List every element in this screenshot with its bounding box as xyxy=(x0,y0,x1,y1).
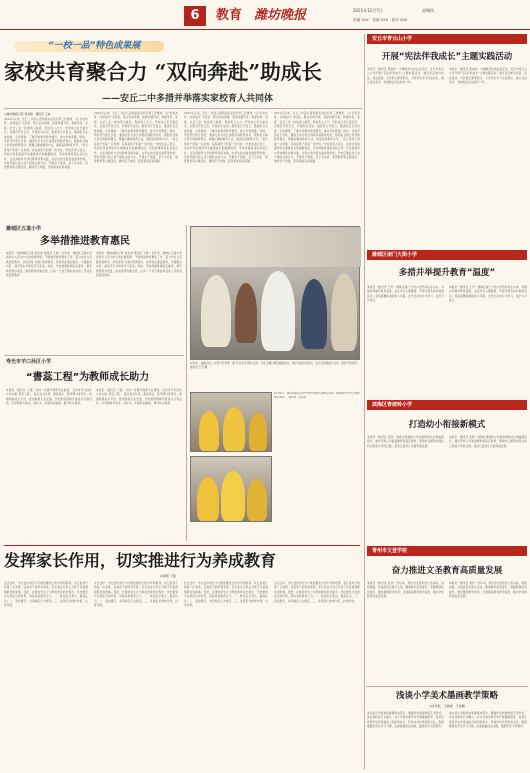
article-a-school: 潍城区五道小学 xyxy=(6,226,42,232)
bottom-body-col4: 在生活中，学生良好的行为习惯需要家长的引导和培养。家长是孩子的第一任老师，也是孩子的终身老师，家长的言行举止对孩子有着潜移默化的影响。因此，在推进学生行为养成教育的过程中，学校要充分发挥家长的作用，形成家校教育合力。一、转变家长观念，提高认识。二、家校携手，共同制定行为规范。三、发挥家长榜样作用，以身作则。 xyxy=(274,582,360,603)
lead-subtitle: ——安丘二中多措并举落实家校育人共同体 xyxy=(102,94,274,104)
page-number: 6 xyxy=(190,8,200,23)
sidebar-body-3b: 本报讯（通讯员 张明）滨海区青坡岭小学积极探索幼小衔接新模式，通过开展入学准备教育和适应教育，帮助幼儿顺利实现从幼儿园到小学的过渡，促进儿童身心全面和谐发展。 xyxy=(449,436,527,448)
news-photo-small-2 xyxy=(190,456,272,522)
news-photo-large xyxy=(190,226,360,360)
bottom-byline: ◎刘明 丁强 xyxy=(160,574,176,578)
sidebar-body-3a: 本报讯（通讯员 张明）滨海区青坡岭小学积极探索幼小衔接新模式，通过开展入学准备教育和适应教育，帮助幼儿顺利实现从幼儿园到小学的过渡，促进儿童身心全面和谐发展。 xyxy=(367,436,444,448)
sidebar-title-4: 奋力推进文圣教育高质量发展 xyxy=(391,566,503,576)
column-body-b: 美术是小学教育的重要组成部分，墨画作为我国传统艺术形式，具有独特的艺术魅力。在小学美术教学中开展墨画教学，有利于培养学生的审美能力和创造能力，传承中华优秀传统文化。教师要激发学生学习兴趣，注重基础技法训练，鼓励学生大胆创作。 xyxy=(449,712,527,729)
large-photo-caption: 9月5日，潍坊昌乐二中举行开学第一课“安全从家开始”活动，学生们通过情景剧的形式，展示家庭安全知识，家长们积极参与互动，现场气氛热烈。 通讯员 王芳 摄 xyxy=(190,362,361,370)
sidebar-tag-2: 潍城区南门大街小学 xyxy=(367,250,527,260)
sidebar-title-1: 开展“宪法伴我成长”主题实践活动 xyxy=(381,52,513,62)
sidebar-title-3: 打造幼小衔接新模式 xyxy=(408,420,486,430)
middle-photo-caption: 12月2日，潍坊高新区北海学校开展家长进课堂活动，邀请家长为学生讲授职业知识。 通讯员 王丽 摄 xyxy=(274,392,360,400)
lead-title: 家校共育聚合力 “双向奔赴”助成长 xyxy=(4,60,322,84)
date: 2021年12月7日 xyxy=(353,8,383,13)
sidebar-body-1a: 本报讯（通讯员 陈丽华）为增强学生的法治意识，安丘市青云山小学开展“宪法伴我成长”主题实践活动，通过宪法知识讲座、宪法晨读、手抄报比赛等形式，引导学生学习宪法知识，树立宪法意识，争做知法守法的好少年。 xyxy=(367,68,444,85)
sidebar-tag-3: 滨海区青坡岭小学 xyxy=(367,400,527,410)
article-a-body-col2: 本报讯（潍坊晚报记者 刘兆晨 通讯员 王晓）近年来，潍城区五道小学坚持以人民为中心的发展思想，不断推进教育惠民工作，着力办好人民满意的教育。学校深化“双减”政策落实，持续优化课后服务，丰富服务内容，满足学生多样化学习需求。同时，学校加强教师队伍建设，提升教育教学质量，推动教育均衡发展，让每一个孩子都能享受到公平而有质量的教育。 xyxy=(96,252,182,278)
sidebar-body-4a: 本报讯（通讯员 刘洋）近年来，青州市文登学校立足实际，创新思路，以高质量发展为主线，聚焦教学质量提升，加强教师队伍建设，推进课堂教学改革，全面提高教育教学质量，推动学校教育高质量发展。 xyxy=(367,582,444,599)
article-a-title: 多举措推进教育惠民 xyxy=(40,236,130,247)
article-b-school: 寿光市羊口孙区小学 xyxy=(6,359,52,365)
bottom-title: 发挥家长作用，切实推进行为养成教育 xyxy=(4,551,277,570)
article-b-title: “書蕊工程”为教师成长助力 xyxy=(26,372,150,383)
bottom-body-col3: 在生活中，学生良好的行为习惯需要家长的引导和培养。家长是孩子的第一任老师，也是孩子的终身老师，家长的言行举止对孩子有着潜移默化的影响。因此，在推进学生行为养成教育的过程中，学校要充分发挥家长的作用，形成家校教育合力。一、转变家长观念，提高认识。二、家校携手，共同制定行为规范。三、发挥家长榜样作用，以身作则。 xyxy=(184,582,268,608)
section-name: 教育 xyxy=(216,8,243,23)
news-photo-small-1 xyxy=(190,392,272,452)
column-byline: ◎任雪松 王晓丽 王金楠 xyxy=(429,704,465,708)
column-body-a: 美术是小学教育的重要组成部分，墨画作为我国传统艺术形式，具有独特的艺术魅力。在小学美术教学中开展墨画教学，有利于培养学生的审美能力和创造能力，传承中华优秀传统文化。教师要激发学生学习兴趣，注重基础技法训练，鼓励学生大胆创作。 xyxy=(367,712,444,729)
sidebar-body-2a: 本报讯（通讯员 王芳）潍城区南门大街小学坚持以生为本，多措并举提升教育温度，关注学生心理健康，开展丰富多彩的校园活动，营造温馨和谐的育人环境，让学生在快乐中学习，在学习中成长。 xyxy=(367,286,444,303)
article-b-body-col1: 本报讯（通讯员 丁强）为进一步提升教师专业素养，寿光市羊口孙区小学实施“書蕊工程”，通过读书分享、课堂展示、教学研讨等形式，搭建教师成长平台，促进教师专业发展。学校组织教师开展读书分享活动，引导教师多读书、读好书，丰富知识储备，提升综合素养。 xyxy=(6,389,92,406)
article-b-body-col2: 本报讯（通讯员 丁强）为进一步提升教师专业素养，寿光市羊口孙区小学实施“書蕊工程”，通过读书分享、课堂展示、教学研讨等形式，搭建教师成长平台，促进教师专业发展。学校组织教师开展读书分享活动，引导教师多读书、读好书，丰富知识储备，提升综合素养。 xyxy=(96,389,182,406)
lead-body-col2: 2021年以来，安丘二中深入贯彻落实家校共育工作要求，以“家校共育、共同成长”为目标，整合家校资源，搭建沟通平台，构建学校、家庭、社会三位一体的育人格局，形成育人合力。学校成立家长委员会，定期召开家长会，开展家访活动，组织家长开放日，邀请家长走进校园、走进课堂，了解学校教育教学情况，参与学校管理。同时，学校开设家长学校，邀请专家为家长讲授家庭教育知识，帮助家长树立科学的教育理念，掌握正确的教育方法，提高家庭教育水平。“家长是孩子的第一任老师，家庭是孩子的第一所学校。”学校负责人表示，家校共育是促进学生健康成长的重要途径，学校将继续深化家校合作，让家庭教育与学校教育同频共振，为学生的全面发展保驾护航。学校还通过线上线下相结合的方式，开展亲子阅读、亲子运动会、感恩教育等主题活动，增进亲子沟通，营造和谐家庭氛围。 xyxy=(94,112,178,164)
sidebar-tag-1: 安丘市青云山小学 xyxy=(367,34,527,44)
sidebar-body-4b: 本报讯（通讯员 刘洋）近年来，青州市文登学校立足实际，创新思路，以高质量发展为主线，聚焦教学质量提升，加强教师队伍建设，推进课堂教学改革，全面提高教育教学质量，推动学校教育高质量发展。 xyxy=(449,582,527,599)
masthead-rule xyxy=(0,29,530,30)
bottom-body-col2: 在生活中，学生良好的行为习惯需要家长的引导和培养。家长是孩子的第一任老师，也是孩子的终身老师，家长的言行举止对孩子有着潜移默化的影响。因此，在推进学生行为养成教育的过程中，学校要充分发挥家长的作用，形成家校教育合力。一、转变家长观念，提高认识。二、家校携手，共同制定行为规范。三、发挥家长榜样作用，以身作则。 xyxy=(94,582,178,608)
sidebar-tag-4: 青州市文登学校 xyxy=(367,546,527,556)
banner-text: “一校一品”特色成果展 xyxy=(47,41,141,51)
lead-body-col4: 2021年以来，安丘二中深入贯彻落实家校共育工作要求，以“家校共育、共同成长”为目标，整合家校资源，搭建沟通平台，构建学校、家庭、社会三位一体的育人格局，形成育人合力。学校成立家长委员会，定期召开家长会，开展家访活动，组织家长开放日，邀请家长走进校园、走进课堂，了解学校教育教学情况，参与学校管理。同时，学校开设家长学校，邀请专家为家长讲授家庭教育知识，帮助家长树立科学的教育理念，掌握正确的教育方法，提高家庭教育水平。“家长是孩子的第一任老师，家庭是孩子的第一所学校。”学校负责人表示，家校共育是促进学生健康成长的重要途径，学校将继续深化家校合作，让家庭教育与学校教育同频共振，为学生的全面发展保驾护航。学校还通过线上线下相结合的方式，开展亲子阅读、亲子运动会、感恩教育等主题活动，增进亲子沟通，营造和谐家庭氛围。 xyxy=(274,112,360,164)
feature-banner xyxy=(4,38,184,54)
sidebar-body-1b: 本报讯（通讯员 陈丽华）为增强学生的法治意识，安丘市青云山小学开展“宪法伴我成长”主题实践活动，通过宪法知识讲座、宪法晨读、手抄报比赛等形式，引导学生学习宪法知识，树立宪法意识，争做知法守法的好少年。 xyxy=(449,68,527,85)
article-a-body-col1: 本报讯（潍坊晚报记者 刘兆晨 通讯员 王晓）近年来，潍城区五道小学坚持以人民为中心的发展思想，不断推进教育惠民工作，着力办好人民满意的教育。学校深化“双减”政策落实，持续优化课后服务，丰富服务内容，满足学生多样化学习需求。同时，学校加强教师队伍建设，提升教育教学质量，推动教育均衡发展，让每一个孩子都能享受到公平而有质量的教育。 xyxy=(6,252,92,278)
lead-body-col3: 2021年以来，安丘二中深入贯彻落实家校共育工作要求，以“家校共育、共同成长”为目标，整合家校资源，搭建沟通平台，构建学校、家庭、社会三位一体的育人格局，形成育人合力。学校成立家长委员会，定期召开家长会，开展家访活动，组织家长开放日，邀请家长走进校园、走进课堂，了解学校教育教学情况，参与学校管理。同时，学校开设家长学校，邀请专家为家长讲授家庭教育知识，帮助家长树立科学的教育理念，掌握正确的教育方法，提高家庭教育水平。“家长是孩子的第一任老师，家庭是孩子的第一所学校。”学校负责人表示，家校共育是促进学生健康成长的重要途径，学校将继续深化家校合作，让家庭教育与学校教育同频共振，为学生的全面发展保驾护航。学校还通过线上线下相结合的方式，开展亲子阅读、亲子运动会、感恩教育等主题活动，增进亲子沟通，营造和谐家庭氛围。 xyxy=(184,112,268,164)
lead-body-col1: 2021年以来，安丘二中深入贯彻落实家校共育工作要求，以“家校共育、共同成长”为目标，整合家校资源，搭建沟通平台，构建学校、家庭、社会三位一体的育人格局，形成育人合力。学校成立家长委员会，定期召开家长会，开展家访活动，组织家长开放日，邀请家长走进校园、走进课堂，了解学校教育教学情况，参与学校管理。同时，学校开设家长学校，邀请专家为家长讲授家庭教育知识，帮助家长树立科学的教育理念，掌握正确的教育方法，提高家庭教育水平。“家长是孩子的第一任老师，家庭是孩子的第一所学校。”学校负责人表示，家校共育是促进学生健康成长的重要途径，学校将继续深化家校合作，让家庭教育与学校教育同频共振，为学生的全面发展保驾护航。学校还通过线上线下相结合的方式，开展亲子阅读、亲子运动会、感恩教育等主题活动，增进亲子沟通，营造和谐家庭氛围。 xyxy=(4,118,88,170)
masthead xyxy=(0,0,530,30)
column-title: 浅谈小学美术墨画教学策略 xyxy=(395,691,498,701)
article-a xyxy=(4,223,184,543)
sidebar-body-2b: 本报讯（通讯员 王芳）潍城区南门大街小学坚持以生为本，多措并举提升教育温度，关注学生心理健康，开展丰富多彩的校园活动，营造温馨和谐的育人环境，让学生在快乐中学习，在学习中成长。 xyxy=(449,286,527,303)
sidebar xyxy=(367,34,527,770)
sidebar-title-2: 多措并举提升教育“温度” xyxy=(398,268,496,278)
weekday: 星期四 xyxy=(422,8,434,13)
editor-info: 责编 XXX 美编 XXX 校对 XXX xyxy=(353,18,408,22)
lead-byline: □潍坊晚报记者 刘兆晨 通讯员 王成 xyxy=(4,112,51,116)
paper-logo: 潍坊晚报 xyxy=(254,8,307,23)
bottom-body-col1: 在生活中，学生良好的行为习惯需要家长的引导和培养。家长是孩子的第一任老师，也是孩子的终身老师，家长的言行举止对孩子有着潜移默化的影响。因此，在推进学生行为养成教育的过程中，学校要充分发挥家长的作用，形成家校教育合力。一、转变家长观念，提高认识。二、家校携手，共同制定行为规范。三、发挥家长榜样作用，以身作则。 xyxy=(4,582,88,608)
